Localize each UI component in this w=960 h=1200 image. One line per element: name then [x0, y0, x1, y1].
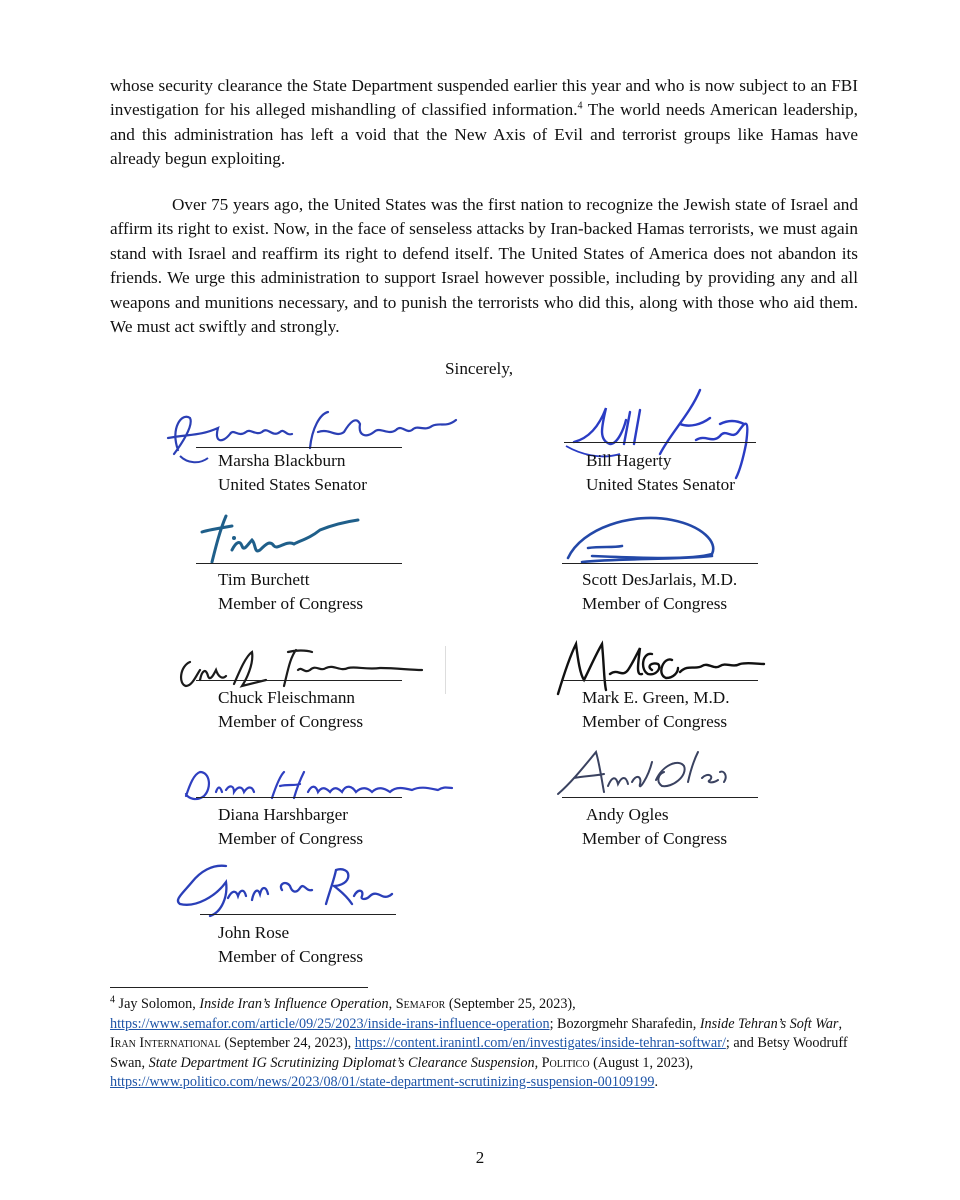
signatory-name: Marsha Blackburn — [218, 451, 346, 470]
signature-stroke — [178, 866, 392, 916]
footnote-link[interactable]: https://content.iranintl.com/en/investigates/inside-tehran-softwar/ — [354, 1035, 726, 1052]
signatory-title: Member of Congress — [218, 829, 364, 848]
footnote-date: (August 1, 2023), — [589, 1054, 694, 1071]
signatory-title: United States Senator — [586, 475, 735, 494]
page-number: 2 — [475, 1148, 485, 1167]
signature-stroke — [186, 772, 452, 799]
scan-artifact — [445, 646, 446, 694]
signature-line — [564, 442, 756, 443]
signature-line — [196, 563, 402, 564]
signatory-title: Member of Congress — [582, 829, 728, 848]
signatory-name: Bill Hagerty — [586, 451, 672, 470]
footnote-end: . — [654, 1074, 658, 1091]
signatory-title: Member of Congress — [582, 594, 728, 613]
body-paragraph-2: Over 75 years ago, the United States was the first nation to recognize the Jewish state of Israel and affirm its right to exist. Now, in the face of senseless attacks by Iran-backed Hamas terrorists, we must again stand with Israel and reaffirm its right to defend itself. The United States of America does not abandon its friends. We urge this administration to support Israel however possible, including by providing any and all weapons and munitions necessary, and to punish the terrorists who did this, along with those who aid them. We must act swiftly and strongly. — [110, 195, 858, 337]
signature-harshbarger — [176, 764, 456, 808]
signatory-name: John Rose — [218, 923, 290, 942]
signature-desjarlais — [562, 508, 732, 570]
footnote-date: (September 24, 2023), — [220, 1035, 355, 1052]
footnote-number: 4 — [110, 994, 115, 1006]
footnote-link[interactable]: https://www.semafor.com/article/09/25/2023/inside-irans-influence-operation — [110, 1015, 550, 1032]
footnote-link[interactable]: https://www.politico.com/news/2023/08/01/state-department-scrutinizing-suspension-00109199 — [110, 1074, 655, 1091]
signature-stroke — [202, 516, 358, 562]
footnote-author: ; and Betsy Woodruff Swan, — [110, 1035, 848, 1071]
footnote-publication: Politico — [541, 1054, 590, 1071]
body-paragraph-1 — [110, 74, 858, 172]
signature-rose — [166, 856, 396, 920]
paragraph-1-text-b: The world needs American leadership, and this administration has left a void that the New Axis of Evil and terrorist groups like Hamas have already begun exploiting. — [110, 100, 858, 169]
signature-line — [562, 797, 758, 798]
signatory-title: Member of Congress — [582, 712, 728, 731]
signatory-name: Mark E. Green, M.D. — [582, 688, 730, 707]
footnote-author: ; Bozorgmehr Sharafedin, — [549, 1015, 700, 1032]
footnote-rule — [110, 987, 368, 988]
signature-burchett — [198, 510, 368, 570]
footnote: $^4$ Jay Solomon, Inside Iran’s Influence Operation, Semafor (September 25, 2023), https://www.semafor.com/article/09/25/2023/inside-irans-influence-operation; Bozorgmehr Sharafedin, Inside Tehran’s Soft War, Iran International (September 24, 2023), https://content.iranintl.com/en/investigates/inside-tehran-softwar/; and Betsy Woodruff Swan, State Department IG Scrutinizing Diplomat’s Clearance Suspension, Politico (August 1, 2023), https://www.politico.com/news/2023/08/01/state-department-scrutinizing-suspension-00109199. — [110, 994, 848, 1091]
signature-line — [196, 797, 402, 798]
signatory-title: Member of Congress — [218, 712, 364, 731]
signatory-title: United States Senator — [218, 475, 367, 494]
signature-line — [562, 680, 758, 681]
footnote-date: (September 25, 2023), — [445, 996, 576, 1012]
signature-stroke — [568, 518, 713, 562]
footnote-title: Inside Tehran’s Soft War — [699, 1015, 839, 1032]
signatory-name: Chuck Fleischmann — [218, 688, 356, 707]
signature-line — [196, 447, 402, 448]
signatory-name: Scott DesJarlais, M.D. — [582, 570, 738, 589]
signatory-name: Diana Harshbarger — [218, 805, 348, 824]
signatory-name: Andy Ogles — [586, 805, 669, 824]
footnote-ref[interactable]: 4 — [577, 100, 583, 112]
footnote-title: State Department IG Scrutinizing Diplomat’s Clearance Suspension — [148, 1054, 535, 1071]
footnote-title: Inside Iran’s Influence Operation — [199, 996, 389, 1012]
signature-ogles — [552, 742, 732, 810]
signature-line — [562, 563, 758, 564]
signature-stroke — [558, 752, 726, 794]
footnote-publication: Semafor — [395, 996, 446, 1012]
signature-line — [196, 680, 402, 681]
paragraph-1-text-a: whose security clearance the State Department suspended earlier this year and who is now subject to an FBI investigation for his alleged mishandling of classified information. — [110, 76, 858, 120]
signatory-name: Tim Burchett — [218, 570, 310, 589]
footnote-author: Jay Solomon, — [118, 996, 200, 1012]
footnote-publication: Iran International — [110, 1035, 221, 1052]
closing: Sincerely, — [445, 359, 514, 378]
signatory-title: Member of Congress — [218, 594, 364, 613]
signatory-title: Member of Congress — [218, 947, 364, 966]
signature-line — [200, 914, 396, 915]
